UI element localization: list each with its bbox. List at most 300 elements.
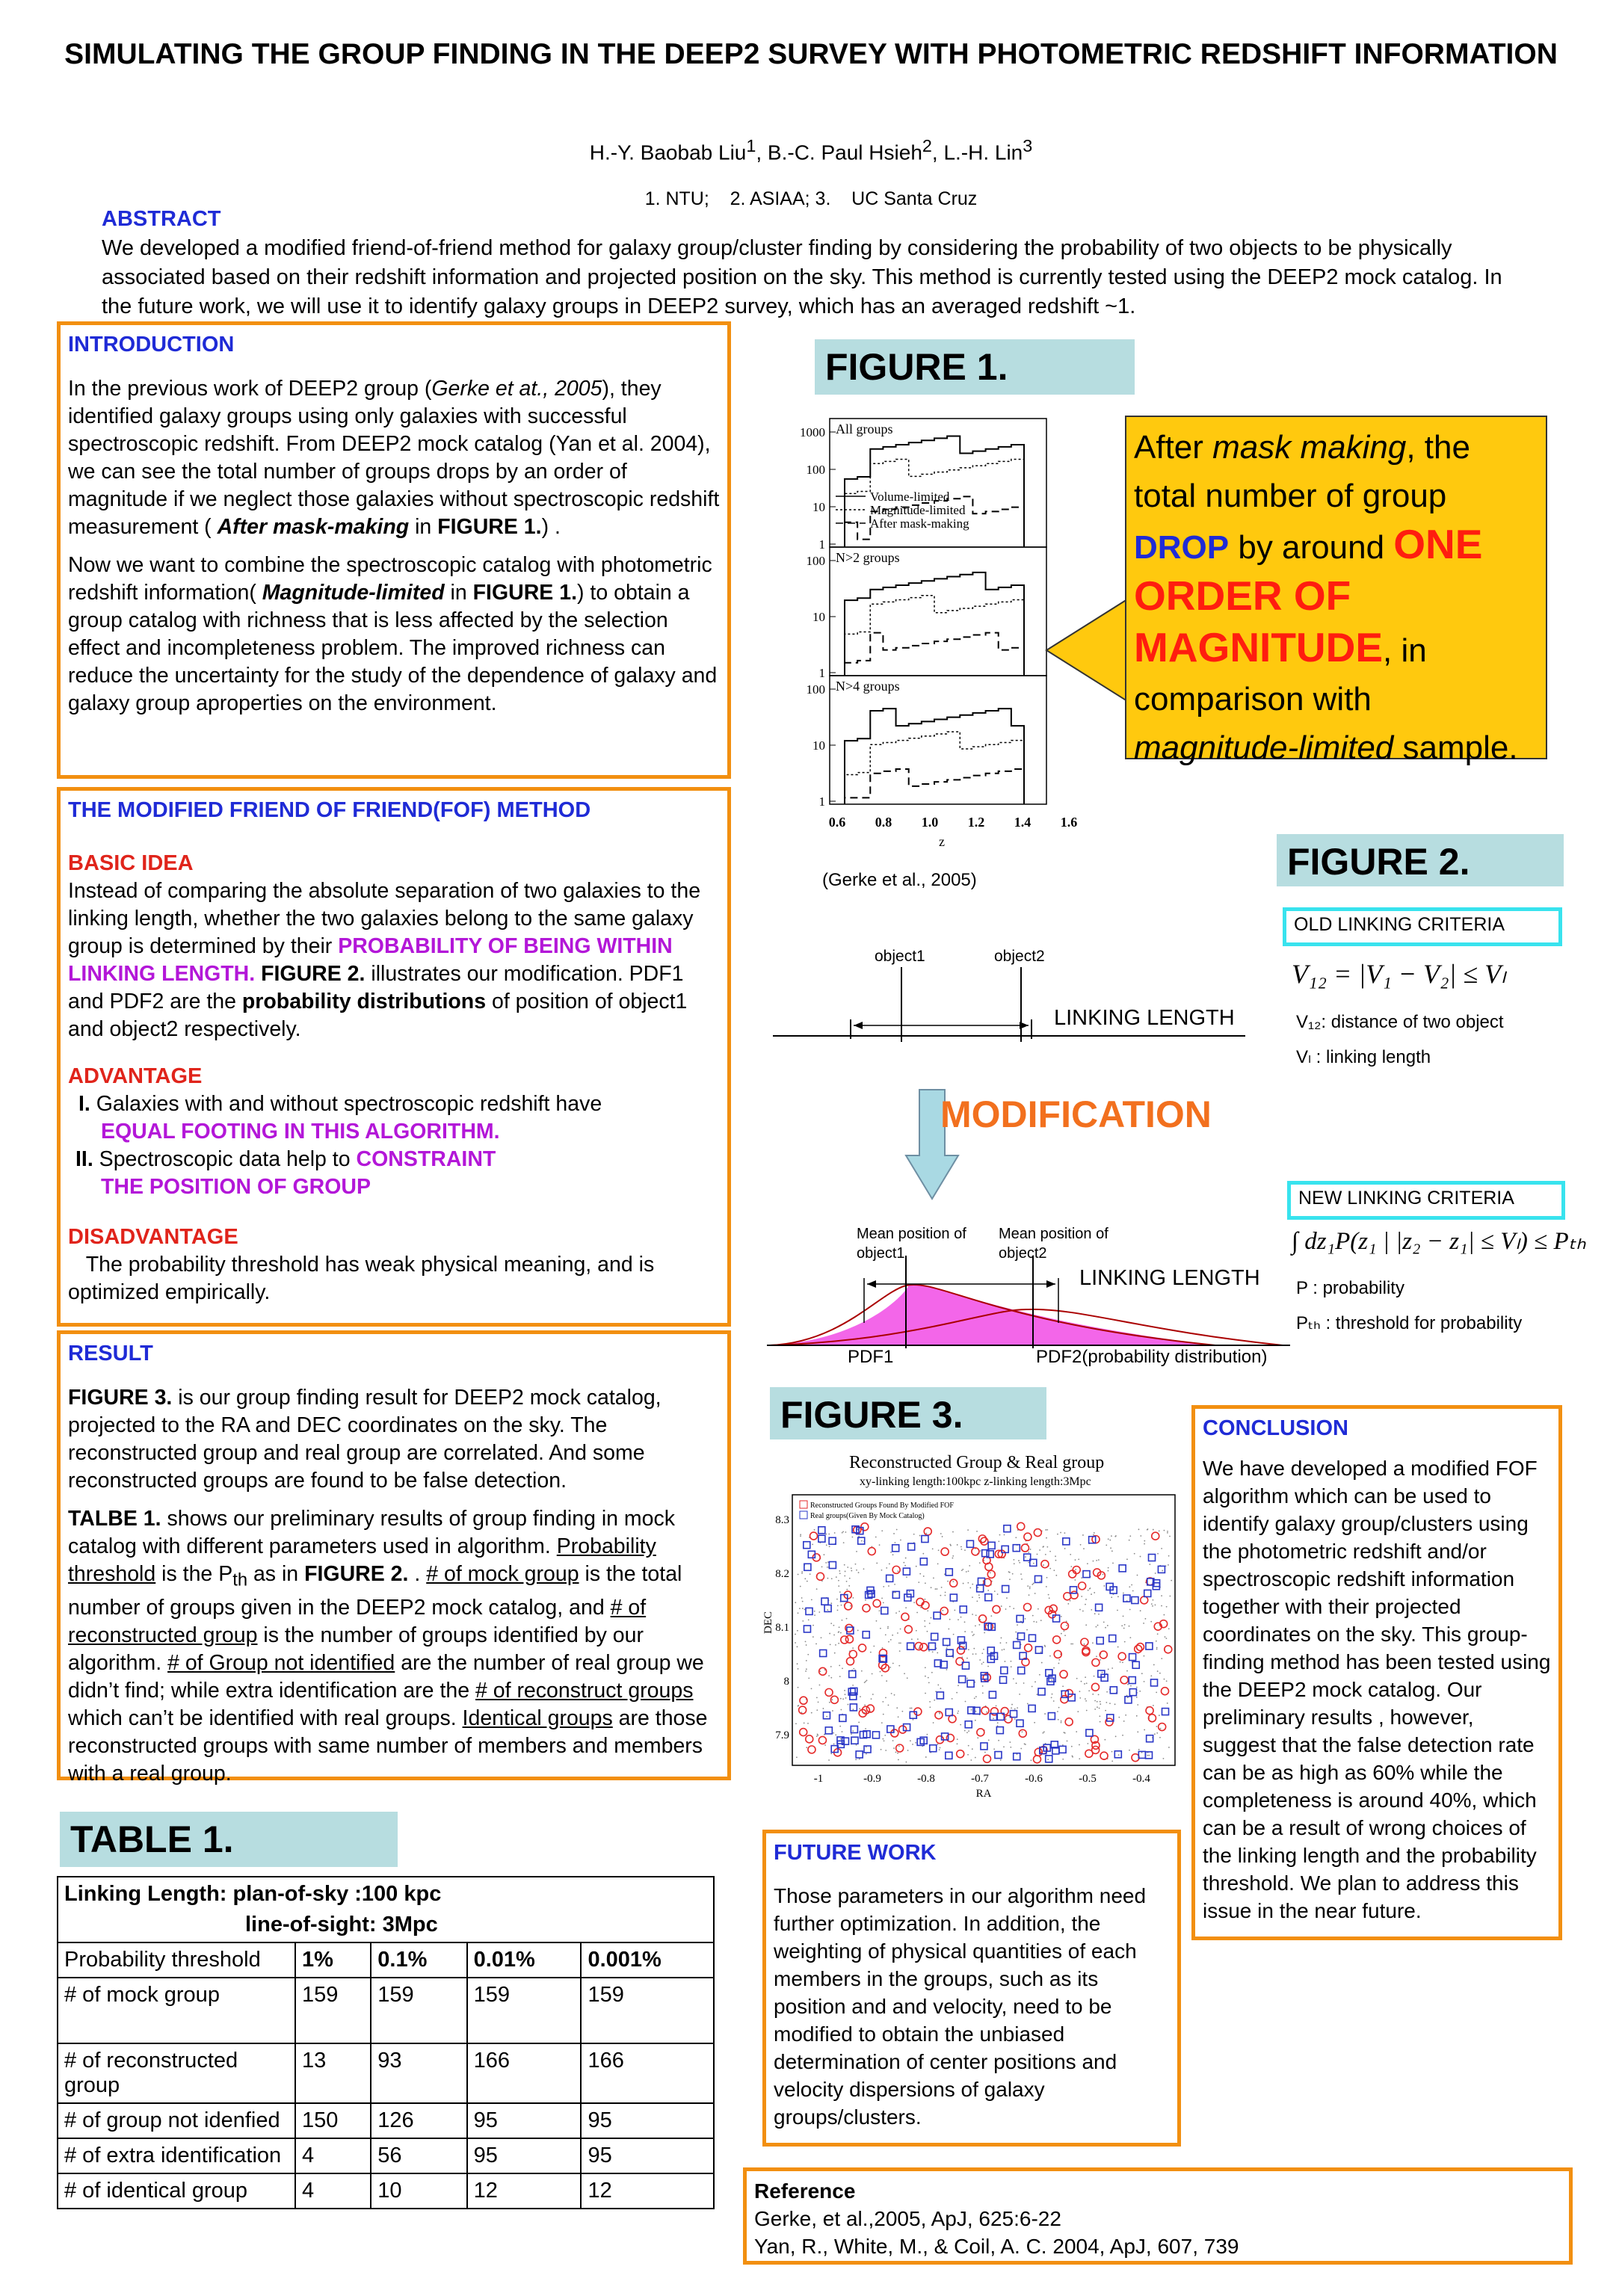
galaxy-dot — [1163, 1614, 1165, 1616]
galaxy-dot — [1070, 1600, 1071, 1602]
galaxy-dot — [1044, 1713, 1046, 1715]
galaxy-dot — [852, 1730, 854, 1732]
galaxy-dot — [851, 1733, 852, 1735]
galaxy-dot — [919, 1535, 921, 1537]
galaxy-dot — [851, 1570, 852, 1572]
galaxy-dot — [997, 1593, 999, 1595]
galaxy-dot — [808, 1677, 810, 1679]
galaxy-dot — [916, 1630, 917, 1632]
galaxy-dot — [816, 1709, 818, 1711]
galaxy-dot — [1070, 1554, 1071, 1555]
galaxy-dot — [1094, 1709, 1096, 1710]
galaxy-dot — [833, 1625, 834, 1626]
galaxy-dot — [1096, 1655, 1097, 1657]
fig3-xtick: -0.7 — [971, 1773, 989, 1785]
galaxy-dot — [1014, 1718, 1016, 1720]
fig1-histogram — [845, 732, 1024, 804]
galaxy-dot — [913, 1602, 915, 1603]
galaxy-dot — [944, 1595, 946, 1596]
galaxy-dot — [977, 1587, 978, 1588]
galaxy-dot — [889, 1667, 891, 1668]
galaxy-dot — [831, 1699, 833, 1700]
pth-description: Pₜₕ : threshold for probability — [1296, 1313, 1523, 1333]
galaxy-dot — [910, 1740, 911, 1741]
galaxy-dot — [812, 1636, 814, 1638]
galaxy-dot — [836, 1576, 837, 1578]
galaxy-dot — [807, 1723, 809, 1724]
galaxy-dot — [987, 1590, 989, 1591]
galaxy-dot — [933, 1577, 934, 1578]
galaxy-dot — [880, 1671, 881, 1673]
galaxy-dot — [1075, 1569, 1076, 1570]
galaxy-dot — [892, 1663, 894, 1664]
galaxy-dot — [906, 1762, 907, 1763]
galaxy-dot — [1162, 1570, 1163, 1572]
galaxy-dot — [1037, 1554, 1038, 1555]
galaxy-dot — [1107, 1625, 1108, 1626]
galaxy-dot — [887, 1626, 889, 1628]
conclusion-heading: CONCLUSION — [1203, 1416, 1348, 1440]
galaxy-dot — [1075, 1559, 1076, 1561]
galaxy-dot — [966, 1571, 967, 1573]
galaxy-dot — [987, 1666, 989, 1667]
galaxy-dot — [1108, 1570, 1109, 1572]
galaxy-dot — [1124, 1641, 1126, 1643]
galaxy-dot — [1111, 1596, 1112, 1598]
galaxy-dot — [1001, 1605, 1002, 1607]
galaxy-dot — [811, 1599, 812, 1600]
author-2: B.-C. Paul Hsieh — [767, 141, 922, 164]
figure-3-legend-2: Real groups(Given By Mock Catalog) — [810, 1512, 925, 1520]
galaxy-dot — [918, 1647, 919, 1649]
galaxy-dot — [952, 1558, 954, 1559]
galaxy-dot — [1082, 1611, 1084, 1612]
galaxy-dot — [1013, 1608, 1014, 1609]
galaxy-dot — [1048, 1594, 1049, 1596]
galaxy-dot — [816, 1697, 818, 1698]
galaxy-dot — [982, 1685, 984, 1687]
galaxy-dot — [1093, 1534, 1094, 1536]
galaxy-dot — [840, 1709, 842, 1711]
result-heading: RESULT — [68, 1342, 153, 1365]
fig3-xtick: -0.9 — [863, 1773, 881, 1785]
galaxy-dot — [929, 1701, 931, 1703]
galaxy-dot — [1014, 1709, 1016, 1710]
galaxy-dot — [816, 1735, 818, 1737]
fig1-xlabel: z — [939, 834, 945, 849]
galaxy-dot — [963, 1583, 964, 1584]
galaxy-dot — [842, 1620, 843, 1621]
galaxy-dot — [975, 1625, 976, 1626]
galaxy-dot — [871, 1698, 872, 1700]
galaxy-dot — [1062, 1685, 1064, 1687]
galaxy-dot — [1028, 1552, 1029, 1553]
galaxy-dot — [853, 1709, 854, 1710]
galaxy-dot — [1161, 1595, 1162, 1596]
galaxy-dot — [1098, 1559, 1100, 1561]
figure-1-callout: After mask making, the total number of group DROP by around ONE ORDER OF MAGNITUDE, in comparison with magnitude-limited sample. — [1125, 416, 1547, 759]
galaxy-dot — [972, 1632, 973, 1633]
galaxy-dot — [940, 1747, 941, 1749]
galaxy-dot — [957, 1738, 958, 1740]
galaxy-dot — [893, 1747, 895, 1749]
table-row: # of group not idenfied 150 126 95 95 — [58, 2103, 714, 2138]
galaxy-dot — [928, 1677, 929, 1679]
galaxy-dot — [967, 1754, 969, 1756]
galaxy-dot — [937, 1588, 938, 1590]
galaxy-dot — [847, 1567, 848, 1568]
galaxy-dot — [795, 1634, 796, 1635]
galaxy-dot — [1136, 1715, 1138, 1717]
galaxy-dot — [1005, 1608, 1007, 1610]
galaxy-dot — [805, 1641, 807, 1642]
galaxy-dot — [1165, 1638, 1167, 1639]
galaxy-dot — [888, 1705, 889, 1706]
galaxy-dot — [1072, 1756, 1073, 1757]
table-header-row-2: line-of-sight: 3Mpc — [58, 1908, 714, 1942]
galaxy-dot — [939, 1749, 940, 1750]
galaxy-dot — [1144, 1540, 1145, 1542]
galaxy-dot — [1083, 1548, 1085, 1549]
introduction-paragraph-2: Now we want to combine the spectroscopic catalog with photometric redshift information( Magnitude-limited in FIGURE 1.) to obtain a group catalog with richness that is less affected by the selection effect and incompleteness problem. The improved richness can reduce the uncertainty for the study of the dependence of galaxy and galaxy group aproperties on the environment. — [68, 553, 718, 715]
galaxy-dot — [953, 1634, 955, 1635]
galaxy-dot — [1150, 1675, 1152, 1676]
galaxy-dot — [1129, 1750, 1130, 1751]
galaxy-dot — [965, 1701, 966, 1703]
galaxy-dot — [1061, 1633, 1062, 1635]
galaxy-dot — [1086, 1710, 1088, 1712]
galaxy-dot — [961, 1570, 963, 1571]
galaxy-dot — [819, 1685, 821, 1686]
fig1-xtick: 1.0 — [921, 815, 939, 830]
galaxy-dot — [860, 1696, 861, 1697]
figure-2-label: FIGURE 2. — [1277, 834, 1564, 886]
fig3-ytick: 8.1 — [775, 1622, 789, 1634]
galaxy-dot — [1071, 1746, 1073, 1747]
galaxy-dot — [882, 1701, 884, 1703]
galaxy-dot — [845, 1571, 846, 1573]
galaxy-dot — [1129, 1609, 1131, 1611]
figure-3-legend-1: Reconstructed Groups Found By Modified FOF — [810, 1502, 954, 1510]
galaxy-dot — [984, 1632, 985, 1634]
galaxy-dot — [1039, 1674, 1040, 1676]
galaxy-dot — [974, 1697, 975, 1699]
galaxy-dot — [879, 1544, 881, 1546]
galaxy-dot — [883, 1714, 884, 1715]
galaxy-dot — [835, 1644, 836, 1646]
galaxy-dot — [972, 1614, 973, 1615]
galaxy-dot — [828, 1759, 830, 1761]
galaxy-dot — [1164, 1679, 1165, 1680]
galaxy-dot — [966, 1658, 968, 1659]
galaxy-dot — [801, 1597, 803, 1599]
galaxy-dot — [1112, 1563, 1114, 1564]
galaxy-dot — [802, 1601, 804, 1602]
galaxy-dot — [1032, 1615, 1034, 1617]
galaxy-dot — [1034, 1681, 1036, 1682]
galaxy-dot — [1098, 1694, 1100, 1695]
galaxy-dot — [806, 1747, 807, 1748]
galaxy-dot — [1098, 1614, 1100, 1615]
galaxy-dot — [1086, 1682, 1088, 1684]
galaxy-dot — [888, 1585, 889, 1587]
galaxy-dot — [933, 1722, 934, 1723]
galaxy-dot — [1102, 1672, 1103, 1673]
galaxy-dot — [851, 1537, 853, 1538]
galaxy-dot — [1157, 1553, 1159, 1555]
galaxy-dot — [905, 1558, 907, 1559]
galaxy-dot — [1055, 1575, 1057, 1576]
galaxy-dot — [1132, 1590, 1134, 1592]
galaxy-dot — [1099, 1715, 1100, 1717]
galaxy-dot — [876, 1620, 878, 1622]
galaxy-dot — [945, 1592, 946, 1593]
galaxy-dot — [1078, 1558, 1079, 1560]
galaxy-dot — [952, 1555, 954, 1557]
galaxy-dot — [1115, 1735, 1117, 1737]
galaxy-dot — [946, 1669, 948, 1670]
galaxy-dot — [964, 1631, 966, 1632]
galaxy-dot — [912, 1744, 913, 1745]
galaxy-dot — [1118, 1717, 1120, 1718]
galaxy-dot — [851, 1567, 852, 1569]
advantage-2-emphasis: THE POSITION OF GROUP — [101, 1175, 371, 1199]
galaxy-dot — [1011, 1704, 1013, 1706]
galaxy-dot — [1153, 1664, 1155, 1666]
conclusion-box — [1191, 1405, 1562, 1940]
galaxy-dot — [815, 1644, 817, 1645]
galaxy-dot — [975, 1614, 977, 1616]
galaxy-dot — [1057, 1534, 1058, 1535]
galaxy-dot — [1024, 1743, 1026, 1744]
galaxy-dot — [1114, 1536, 1116, 1537]
table-columns-row: Probability threshold 1% 0.1% 0.01% 0.001% — [58, 1942, 714, 1978]
galaxy-dot — [969, 1565, 970, 1567]
galaxy-dot — [1023, 1682, 1025, 1684]
galaxy-dot — [948, 1629, 949, 1630]
galaxy-dot — [839, 1676, 841, 1677]
galaxy-dot — [940, 1688, 941, 1689]
reference-item-1: Gerke, et al.,2005, ApJ, 625:6-22 — [754, 2207, 1061, 2230]
galaxy-dot — [824, 1734, 825, 1735]
galaxy-dot — [1010, 1747, 1011, 1748]
galaxy-dot — [1109, 1540, 1111, 1541]
fig3-xlabel: RA — [975, 1788, 992, 1800]
galaxy-dot — [1002, 1650, 1003, 1651]
galaxy-dot — [1152, 1605, 1153, 1607]
galaxy-dot — [1096, 1626, 1097, 1628]
galaxy-dot — [1164, 1530, 1165, 1531]
galaxy-dot — [947, 1581, 949, 1582]
galaxy-dot — [1009, 1606, 1011, 1608]
galaxy-dot — [800, 1586, 801, 1587]
galaxy-dot — [866, 1753, 867, 1755]
galaxy-dot — [1123, 1721, 1125, 1722]
galaxy-dot — [952, 1531, 954, 1533]
galaxy-dot — [928, 1650, 930, 1652]
galaxy-dot — [1037, 1694, 1038, 1695]
galaxy-dot — [873, 1646, 875, 1647]
galaxy-dot — [814, 1611, 815, 1612]
galaxy-dot — [1087, 1563, 1088, 1564]
galaxy-dot — [840, 1632, 842, 1634]
galaxy-dot — [842, 1731, 843, 1732]
figure-1-label: FIGURE 1. — [815, 339, 1135, 395]
galaxy-dot — [1093, 1561, 1094, 1562]
galaxy-dot — [1070, 1644, 1072, 1645]
galaxy-dot — [798, 1687, 799, 1688]
galaxy-dot — [1032, 1686, 1033, 1688]
conclusion-text: We have developed a modified FOF algorithm which can be used to identify galaxy group/clusters using the photometric redshift and/or spectroscopic redshift information together with their projected coordinates on the sky. This group-finding method has been tested using the DEEP2 mock catalog. Our preliminary results , however, suggest that the false detection rate can be as high as 60% while the completeness is around 40%, which can be a result of wrong choices of the linking length and the probability threshold. We plan to address this issue in the near future. — [1203, 1457, 1551, 1922]
advantage-heading: ADVANTAGE — [68, 1064, 203, 1088]
galaxy-dot — [954, 1610, 955, 1611]
galaxy-dot — [885, 1634, 886, 1635]
galaxy-dot — [1064, 1548, 1066, 1549]
galaxy-dot — [1079, 1691, 1081, 1692]
galaxy-dot — [1012, 1573, 1014, 1575]
galaxy-dot — [1153, 1599, 1154, 1601]
galaxy-dot — [898, 1759, 899, 1761]
galaxy-dot — [892, 1740, 894, 1741]
galaxy-dot — [798, 1612, 799, 1614]
galaxy-dot — [824, 1744, 826, 1746]
galaxy-dot — [1129, 1626, 1130, 1627]
galaxy-dot — [983, 1661, 984, 1663]
galaxy-dot — [907, 1750, 909, 1751]
galaxy-dot — [990, 1615, 992, 1617]
galaxy-dot — [829, 1633, 830, 1635]
galaxy-dot — [928, 1682, 930, 1683]
galaxy-dot — [1118, 1754, 1120, 1756]
galaxy-dot — [1140, 1610, 1141, 1611]
galaxy-dot — [1053, 1667, 1055, 1669]
galaxy-dot — [957, 1743, 958, 1744]
galaxy-dot — [918, 1581, 919, 1583]
galaxy-dot — [1049, 1655, 1051, 1657]
result-paragraph-1: FIGURE 3. is our group finding result for DEEP2 mock catalog, projected to the RA and DEC coordinates on the sky. The reconstructed group and real group are correlated. And some reconstructed groups are found to be false detection. — [68, 1386, 662, 1493]
galaxy-dot — [1033, 1563, 1034, 1564]
fig1-legend-text: Volume-limited — [870, 490, 950, 504]
galaxy-dot — [1057, 1711, 1058, 1712]
table-row: # of identical group 4 10 12 12 — [58, 2173, 714, 2209]
galaxy-dot — [856, 1744, 857, 1746]
galaxy-dot — [798, 1706, 799, 1707]
galaxy-dot — [925, 1667, 926, 1668]
galaxy-dot — [834, 1652, 836, 1654]
galaxy-dot — [1079, 1697, 1081, 1699]
galaxy-dot — [976, 1600, 978, 1602]
galaxy-dot — [1166, 1680, 1168, 1682]
galaxy-dot — [1084, 1683, 1085, 1685]
galaxy-dot — [804, 1578, 806, 1579]
galaxy-dot — [931, 1617, 932, 1619]
galaxy-dot — [863, 1568, 865, 1570]
mean-position-1: Mean position of object1 — [857, 1226, 966, 1262]
galaxy-dot — [821, 1566, 823, 1567]
galaxy-dot — [972, 1635, 974, 1636]
galaxy-dot — [1156, 1732, 1158, 1734]
galaxy-dot — [1169, 1536, 1171, 1537]
galaxy-dot — [1058, 1663, 1060, 1664]
galaxy-dot — [1085, 1604, 1086, 1605]
galaxy-dot — [1122, 1661, 1123, 1663]
galaxy-dot — [1090, 1587, 1091, 1589]
author-1: H.-Y. Baobab Liu — [589, 141, 747, 164]
authors: H.-Y. Baobab Liu$^1$, B.-C. Paul Hsieh$^2$, L.-H. Lin$^3$ — [589, 136, 1033, 164]
galaxy-dot — [1034, 1593, 1036, 1594]
advantage-1-emphasis: EQUAL FOOTING IN THIS ALGORITHM. — [101, 1120, 500, 1144]
galaxy-dot — [940, 1595, 941, 1596]
galaxy-dot — [980, 1550, 981, 1552]
fig1-xtick: 1.6 — [1060, 815, 1078, 830]
galaxy-dot — [1014, 1563, 1015, 1564]
galaxy-dot — [1167, 1531, 1168, 1532]
galaxy-dot — [967, 1582, 969, 1584]
galaxy-dot — [1094, 1676, 1095, 1677]
galaxy-dot — [1125, 1715, 1126, 1716]
fig3-ytick: 8 — [783, 1676, 789, 1688]
galaxy-dot — [1159, 1737, 1161, 1738]
galaxy-dot — [855, 1759, 857, 1760]
galaxy-dot — [1081, 1577, 1082, 1578]
galaxy-dot — [1044, 1646, 1046, 1647]
galaxy-dot — [830, 1666, 832, 1667]
galaxy-dot — [838, 1631, 839, 1632]
galaxy-dot — [978, 1594, 980, 1596]
galaxy-dot — [807, 1654, 809, 1655]
galaxy-dot — [972, 1596, 973, 1598]
fig3-xtick: -0.8 — [917, 1773, 935, 1785]
galaxy-dot — [1058, 1659, 1060, 1661]
galaxy-dot — [1081, 1681, 1082, 1682]
galaxy-dot — [834, 1532, 836, 1534]
galaxy-dot — [830, 1677, 832, 1679]
galaxy-dot — [1027, 1585, 1029, 1587]
galaxy-dot — [1156, 1649, 1158, 1650]
galaxy-dot — [1097, 1701, 1098, 1703]
fig1-xtick: 1.4 — [1014, 815, 1032, 830]
galaxy-dot — [1136, 1687, 1138, 1688]
galaxy-dot — [926, 1533, 928, 1534]
galaxy-dot — [958, 1711, 959, 1712]
galaxy-dot — [966, 1732, 968, 1733]
galaxy-dot — [897, 1632, 898, 1634]
galaxy-dot — [845, 1694, 846, 1695]
galaxy-dot — [797, 1630, 798, 1632]
galaxy-dot — [979, 1659, 981, 1661]
galaxy-dot — [1137, 1704, 1138, 1706]
new-criteria-box: NEW LINKING CRITERIA — [1287, 1181, 1565, 1220]
introduction-paragraph-1: In the previous work of DEEP2 group (Gerke et at., 2005), they identified galaxy groups using only galaxies with successful spectroscopic redshift. From DEEP2 mock catalog (Yan et al. 2004), we can see the total number of groups drops by an order of magnitude if we neglect those galaxies without spectroscopic redshift measurement ( After mask-making in FIGURE 1.) . — [68, 377, 720, 539]
galaxy-dot — [1070, 1566, 1072, 1567]
galaxy-dot — [861, 1540, 863, 1542]
galaxy-dot — [1088, 1690, 1090, 1691]
galaxy-dot — [913, 1534, 915, 1535]
future-work-box — [762, 1830, 1181, 2147]
galaxy-dot — [1131, 1584, 1132, 1586]
galaxy-dot — [937, 1652, 938, 1654]
galaxy-dot — [1011, 1661, 1012, 1662]
galaxy-dot — [1122, 1735, 1123, 1736]
galaxy-dot — [1161, 1548, 1162, 1549]
galaxy-dot — [898, 1611, 900, 1612]
galaxy-dot — [1029, 1588, 1031, 1590]
galaxy-dot — [839, 1591, 841, 1593]
galaxy-dot — [797, 1646, 798, 1647]
galaxy-dot — [1011, 1707, 1012, 1709]
galaxy-dot — [898, 1745, 900, 1747]
galaxy-dot — [858, 1536, 860, 1537]
